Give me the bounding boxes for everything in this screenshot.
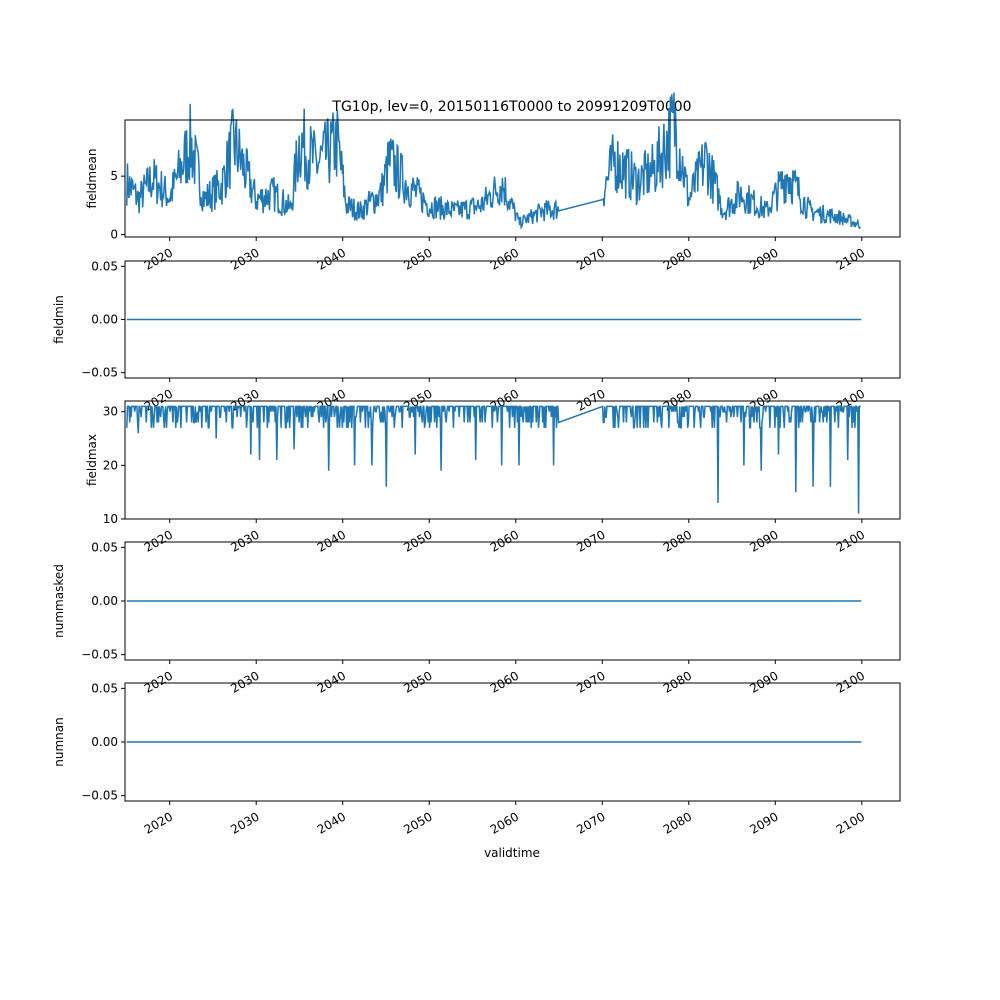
x-tick-label: 2040	[314, 527, 349, 555]
x-tick-label: 2020	[141, 527, 176, 555]
chart-title: TG10p, lev=0, 20150116T0000 to 20991209T0000	[332, 99, 692, 115]
x-tick-label: 2100	[833, 386, 868, 414]
axes-frame	[125, 120, 900, 237]
x-tick-label: 2040	[314, 809, 349, 837]
x-tick-label: 2060	[487, 245, 522, 273]
x-tick-label: 2040	[314, 668, 349, 696]
y-axis-label-nummasked: nummasked	[52, 564, 66, 638]
x-tick-label: 2100	[833, 668, 868, 696]
x-tick-label: 2060	[487, 809, 522, 837]
x-tick-label: 2050	[401, 809, 435, 837]
x-tick-label: 2080	[660, 809, 695, 837]
y-axis-label-fieldmin: fieldmin	[52, 295, 66, 344]
x-tick-label: 2040	[314, 245, 349, 273]
y-tick-label: 0.00	[91, 312, 118, 327]
x-tick-label: 2030	[228, 527, 262, 555]
x-tick-label: 2060	[487, 386, 522, 414]
panel-nummasked	[52, 540, 900, 696]
x-tick-label: 2020	[141, 386, 176, 414]
x-tick-label: 2030	[228, 668, 262, 696]
y-tick-label: 10	[102, 512, 118, 526]
x-tick-label: 2020	[141, 245, 176, 273]
x-tick-label: 2090	[747, 245, 781, 273]
y-tick-label: 0	[110, 227, 118, 242]
y-tick-label: 20	[102, 458, 118, 473]
x-tick-label: 2050	[401, 527, 435, 555]
y-tick-label: 0.00	[91, 594, 118, 608]
x-tick-label: 2070	[574, 809, 608, 837]
y-tick-label: −0.05	[81, 365, 118, 380]
x-tick-label: 2020	[141, 668, 176, 696]
panel-fieldmin	[52, 259, 900, 414]
panel-fieldmax	[85, 401, 900, 555]
x-tick-label: 2080	[660, 668, 695, 696]
series-line	[127, 406, 861, 513]
x-tick-label: 2080	[660, 527, 695, 555]
y-tick-label: 0.05	[91, 259, 118, 274]
y-tick-label: −0.05	[81, 647, 118, 662]
x-tick-label: 2060	[487, 668, 522, 696]
x-tick-label: 2090	[747, 668, 781, 696]
y-tick-label: 0.00	[91, 735, 118, 749]
x-tick-label: 2100	[833, 527, 868, 555]
x-tick-label: 2090	[747, 527, 781, 555]
x-tick-label: 2020	[141, 809, 176, 837]
y-tick-label: 0.05	[91, 681, 118, 696]
x-axis-label: validtime	[484, 846, 540, 860]
x-tick-label: 2070	[574, 668, 608, 696]
x-tick-label: 2070	[574, 245, 608, 273]
x-tick-label: 2030	[228, 245, 262, 273]
x-tick-label: 2090	[747, 809, 781, 837]
panel-fieldmean	[85, 93, 900, 273]
y-axis-label-fieldmean: fieldmean	[85, 148, 99, 209]
x-tick-label: 2070	[574, 527, 608, 555]
x-tick-label: 2070	[574, 386, 608, 414]
y-axis-label-numnan: numnan	[52, 717, 66, 767]
x-tick-label: 2050	[401, 245, 435, 273]
x-tick-label: 2080	[660, 245, 695, 273]
y-tick-label: −0.05	[81, 788, 118, 803]
x-tick-label: 2030	[228, 809, 262, 837]
x-tick-label: 2030	[228, 386, 262, 414]
x-tick-label: 2090	[747, 386, 781, 414]
panels	[52, 93, 900, 837]
x-tick-label: 2050	[401, 668, 435, 696]
x-tick-label: 2080	[660, 386, 695, 414]
x-tick-label: 2100	[833, 809, 868, 837]
y-tick-label: 5	[110, 169, 118, 184]
x-tick-label: 2040	[314, 386, 349, 414]
y-axis-label-fieldmax: fieldmax	[85, 433, 99, 487]
x-tick-label: 2050	[401, 386, 435, 414]
x-tick-label: 2060	[487, 527, 522, 555]
x-tick-label: 2100	[833, 245, 868, 273]
y-tick-label: 0.05	[91, 540, 118, 555]
panel-numnan	[52, 681, 900, 837]
y-tick-label: 30	[102, 404, 118, 419]
